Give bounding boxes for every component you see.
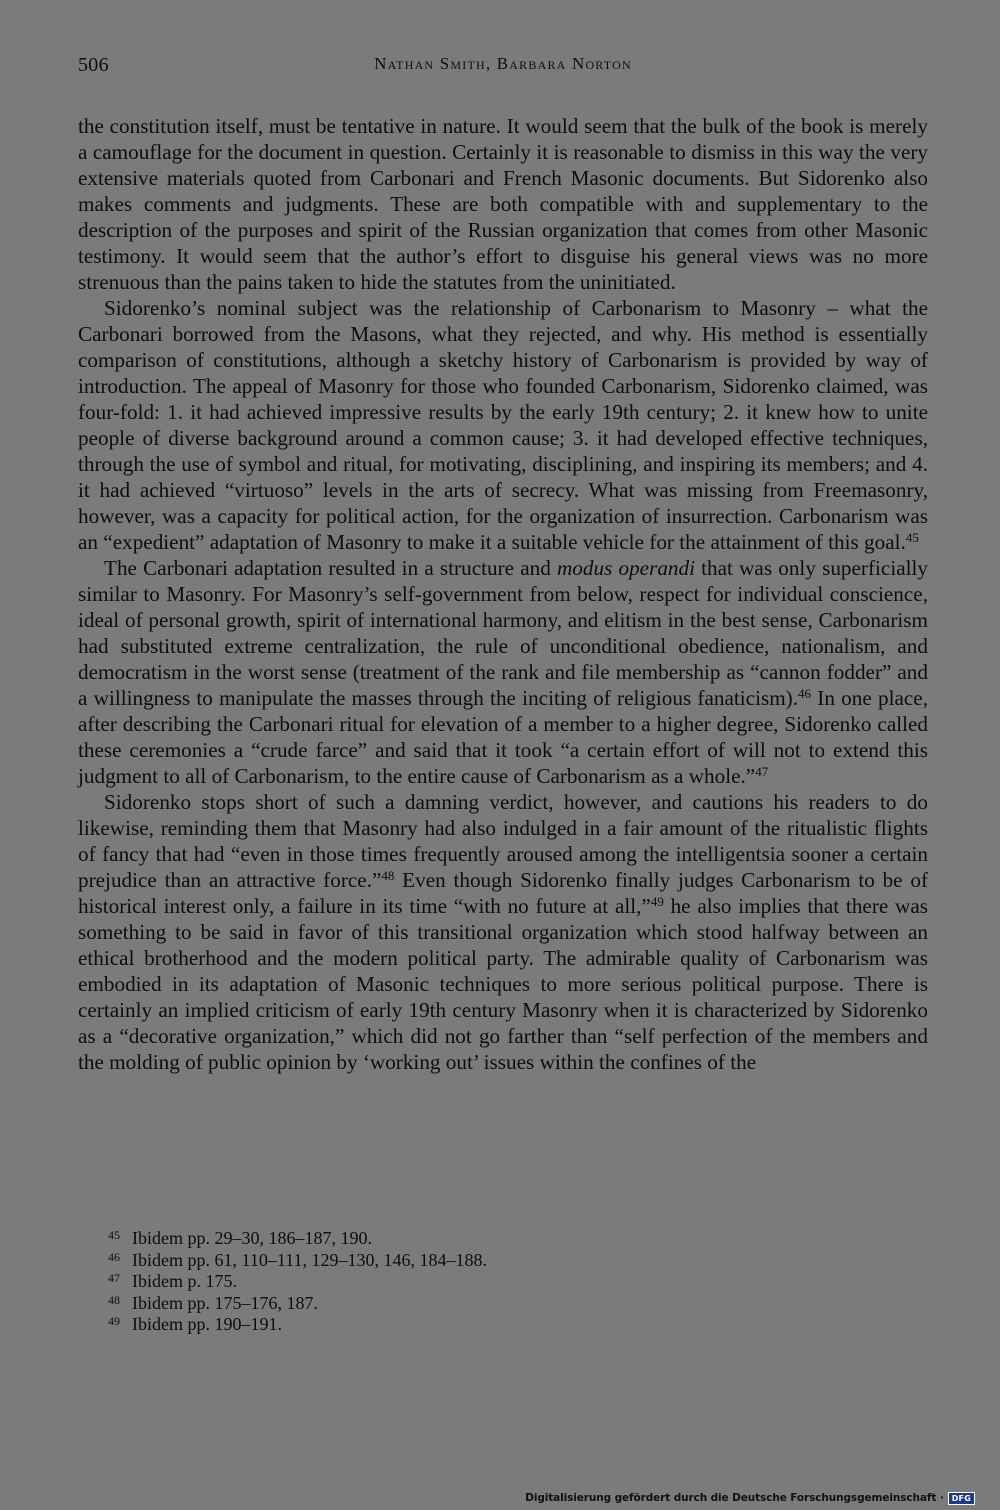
paragraph-text: that was only superficially similar to Masonry. For Masonry’s self-government from below, respect for individual conscience, ideal of personal growth, spirit of international harmony, and elitism in the best sense, Carbonarism had substituted extreme centralization, the rule of unconditional obedience, nationalism, and democratism in the worst sense (treatment of the rank and file membership as “cannon fodder” and a willingness to manipulate the masses through the inciting of religious fanaticism). [78,556,928,710]
footnote [108,1272,708,1294]
paragraph-text: The Carbonari adaptation resulted in a structure and [104,556,557,580]
footnote [108,1315,708,1337]
paragraph-text: Sidorenko’s nominal subject was the relationship of Carbonarism to Masonry – what the Carbonari borrowed from the Masons, what they rejected, and why. His method is essentially comparison of constitutions, although a sketchy history of Carbonarism is provided by way of introduction. The appeal of Masonry for those who founded Carbonarism, Sidorenko claimed, was four-fold: 1. it had achieved impressive results by the early 19th century; 2. it knew how to unite people of diverse background around a common cause; 3. it had developed effective techniques, through the use of symbol and ritual, for motivating, disciplining, and inspiring its members; and 4. it had achieved “virtuoso” levels in the arts of secrecy. What was missing from Freemasonry, however, was a capacity for political action, for the organization of insurrection. Carbonarism was an “expedient” adaptation of Masonry to make it a suitable vehicle for the attainment of this goal. [78,296,928,554]
footnote-number: 46 [108,1249,120,1264]
funding-notice-text: Digitalisierung gefördert durch die Deutsche Forschungsgemeinschaft · [525,1492,944,1504]
footnote-number: 49 [108,1314,120,1328]
funding-notice [525,1491,975,1505]
body-text [78,113,928,1075]
footnote-reference: 48 [381,868,395,883]
paragraph [78,789,928,1075]
footnote-text: Ibidem p. 175. [132,1271,237,1291]
footnote [108,1229,708,1251]
italic-phrase: modus operandi [556,556,695,580]
footnotes [108,1229,708,1337]
footnote [108,1294,708,1316]
footnote-reference: 45 [905,530,919,545]
footnote-reference: 47 [755,764,769,779]
paragraph-text: In one place, after describing the Carbonari ritual for elevation of a member to a higher degree, Sidorenko called these ceremonies a “crude farce” and said that it took “a certain effort of will not to extend this judgment to all of Carbonarism, to the entire cause of Carbonarism as a whole.” [78,686,929,788]
footnote [108,1251,708,1273]
footnote-number: 48 [108,1292,120,1307]
paragraph [78,555,928,789]
footnote-number: 47 [108,1271,120,1285]
page-header [78,54,928,80]
paragraph-text: he also implies that there was something to be said in favor of this transitional organization which stood halfway between an ethical brotherhood and the modern political party. The admirable quality of Carbonarism was embodied in its adaptation of Masonic techniques to more serious political purpose. There is certainly an implied criticism of early 19th century Masonry when it is characterized by Sidorenko as a “decorative organization,” which did not go farther than “self perfection of the members and the molding of public opinion by ‘working out’ issues within the confines of the [78,894,928,1074]
footnote-text: Ibidem pp. 190–191. [132,1314,282,1334]
paragraph-text: Even though Sidorenko finally judges Carbonarism to be of historical interest only, a failure in its time “with no future at all,” [78,868,929,918]
footnote-number: 45 [108,1228,120,1242]
footnote-text: Ibidem pp. 175–176, 187. [132,1292,318,1313]
paragraph-text: the constitution itself, must be tentative in nature. It would seem that the bulk of the book is merely a camouflage for the document in question. Certainly it is reasonable to dismiss in this way the very extensive materials quoted from Carbonari and French Masonic documents. But Sidorenko also makes comments and judgments. These are both compatible with and supplementary to the description of the purposes and spirit of the Russian organization that comes from other Masonic testimony. It would seem that the author’s effort to disguise his general views was no more strenuous than the pains taken to hide the statutes from the uninitiated. [78,114,928,294]
page-number: 506 [78,54,109,76]
dfg-logo: DFG [948,1492,975,1505]
paragraph [78,295,928,555]
footnote-text: Ibidem pp. 61, 110–111, 129–130, 146, 184–188. [132,1249,487,1270]
footnote-reference: 46 [798,686,812,701]
footnote-reference: 49 [650,894,664,909]
footnote-text: Ibidem pp. 29–30, 186–187, 190. [132,1228,372,1248]
paragraph-text: Sidorenko stops short of such a damning verdict, however, and cautions his readers to do likewise, reminding them that Masonry had also indulged in a fair amount of the ritualistic flights of fancy that had “even in those times frequently aroused among the intelligentsia sooner a certain prejudice than an attractive force.” [78,790,928,892]
running-head: Nathan Smith, Barbara Norton [374,54,632,73]
paragraph [78,113,928,295]
